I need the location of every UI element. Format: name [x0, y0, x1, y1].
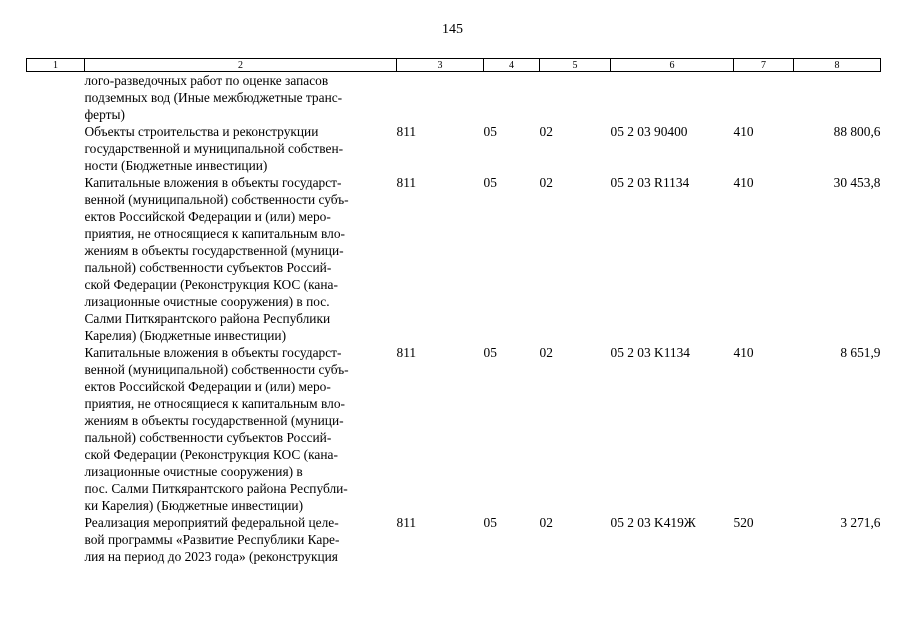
subsection-cell: 02	[539, 345, 553, 360]
expense-name-cell	[85, 514, 397, 565]
expense-name-line: ектов Российской Федерации и (или) меро-	[84, 379, 331, 394]
ministry-code-cell: 811	[396, 124, 417, 139]
amount-cell: 88 800,6	[833, 124, 881, 139]
expense-name-line: государственной и муниципальной собствен-	[84, 141, 344, 156]
expense-type-cell: 410	[733, 175, 754, 190]
expense-name-line: жениям в объекты государственной (муници-	[84, 413, 344, 428]
expense-name-line: ферты)	[84, 107, 125, 122]
expense-name-line: венной (муниципальной) собственности субъ-	[84, 192, 349, 207]
target-item-cell: 05 2 03 90400	[610, 124, 688, 139]
expense-name-line: Карелия) (Бюджетные инвестиции)	[84, 328, 287, 343]
subsection-cell: 02	[539, 515, 553, 530]
expense-name-cell	[85, 174, 397, 344]
expense-name-line: Капитальные вложения в объекты государст-	[84, 345, 342, 360]
amount-cell: 30 453,8	[833, 175, 881, 190]
budget-table	[26, 58, 881, 565]
expense-name-line: пос. Салми Питкярантского района Республи-	[84, 481, 348, 496]
column-header: 1	[27, 59, 85, 72]
amount-cell: 3 271,6	[840, 515, 881, 530]
column-number-row	[27, 59, 881, 72]
expense-type-cell: 410	[733, 124, 754, 139]
expense-type-cell	[734, 72, 794, 124]
expense-name-line: приятия, не относящиеся к капитальным вло-	[84, 396, 345, 411]
expense-name-line: пальной) собственности субъектов Россий-	[84, 430, 332, 445]
expense-name-line: ской Федерации (Реконструкция КОС (кана-	[84, 447, 338, 462]
column-header: 2	[85, 59, 397, 72]
expense-name-line: Реализация мероприятий федеральной целе-	[84, 515, 339, 530]
expense-name-line: ектов Российской Федерации и (или) меро-	[84, 209, 331, 224]
subsection-cell: 02	[539, 175, 553, 190]
row-number-cell	[27, 174, 85, 344]
subsection-cell: 02	[539, 124, 553, 139]
expense-name-line: ки Карелия) (Бюджетные инвестиции)	[84, 498, 304, 513]
table-row	[27, 514, 881, 565]
ministry-code-cell	[397, 72, 484, 124]
section-cell: 05	[483, 175, 497, 190]
table-row	[27, 174, 881, 344]
expense-name-line: пальной) собственности субъектов Россий-	[84, 260, 332, 275]
ministry-code-cell: 811	[396, 175, 417, 190]
amount-cell	[794, 72, 881, 124]
expense-name-line: подземных вод (Иные межбюджетные транс-	[84, 90, 343, 105]
table-row	[27, 72, 881, 124]
expense-name-line: Салми Питкярантского района Республики	[84, 311, 331, 326]
row-number-cell	[27, 514, 85, 565]
expense-name-cell	[85, 344, 397, 514]
expense-name-line: венной (муниципальной) собственности субъ-	[84, 362, 349, 377]
target-item-cell: 05 2 03 K419Ж	[610, 515, 696, 530]
column-header: 7	[734, 59, 794, 72]
section-cell	[484, 72, 540, 124]
expense-name-line: жениям в объекты государственной (муници-	[84, 243, 344, 258]
expense-name-cell	[85, 72, 397, 124]
expense-name-line: Объекты строительства и реконструкции	[84, 124, 319, 139]
section-cell: 05	[483, 124, 497, 139]
section-cell: 05	[483, 345, 497, 360]
expense-type-cell: 410	[733, 345, 754, 360]
target-item-cell	[611, 72, 734, 124]
expense-name-cell	[85, 123, 397, 174]
expense-name-line: вой программы «Развитие Республики Каре-	[84, 532, 340, 547]
table-row	[27, 123, 881, 174]
target-item-cell: 05 2 03 R1134	[610, 175, 690, 190]
target-item-cell: 05 2 03 K1134	[610, 345, 690, 360]
row-number-cell	[27, 344, 85, 514]
expense-name-line: ской Федерации (Реконструкция КОС (кана-	[84, 277, 338, 292]
expense-name-line: лого-разведочных работ по оценке запасов	[84, 73, 329, 88]
expense-type-cell: 520	[733, 515, 754, 530]
column-header: 4	[484, 59, 540, 72]
column-header: 8	[794, 59, 881, 72]
expense-name-line: ности (Бюджетные инвестиции)	[84, 158, 268, 173]
ministry-code-cell: 811	[396, 345, 417, 360]
ministry-code-cell: 811	[396, 515, 417, 530]
row-number-cell	[27, 72, 85, 124]
column-header: 5	[540, 59, 611, 72]
expense-name-line: приятия, не относящиеся к капитальным вло-	[84, 226, 345, 241]
budget-table-body	[27, 72, 881, 566]
amount-cell: 8 651,9	[840, 345, 881, 360]
section-cell: 05	[483, 515, 497, 530]
row-number-cell	[27, 123, 85, 174]
subsection-cell	[540, 72, 611, 124]
expense-name-line: Капитальные вложения в объекты государст-	[84, 175, 342, 190]
table-row	[27, 344, 881, 514]
expense-name-line: лизационные очистные сооружения) в	[84, 464, 303, 479]
column-header: 6	[611, 59, 734, 72]
column-header: 3	[397, 59, 484, 72]
page-number: 145	[442, 22, 463, 37]
expense-name-line: лия на период до 2023 года» (реконструкция	[84, 549, 338, 564]
expense-name-line: лизационные очистные сооружения) в пос.	[84, 294, 330, 309]
